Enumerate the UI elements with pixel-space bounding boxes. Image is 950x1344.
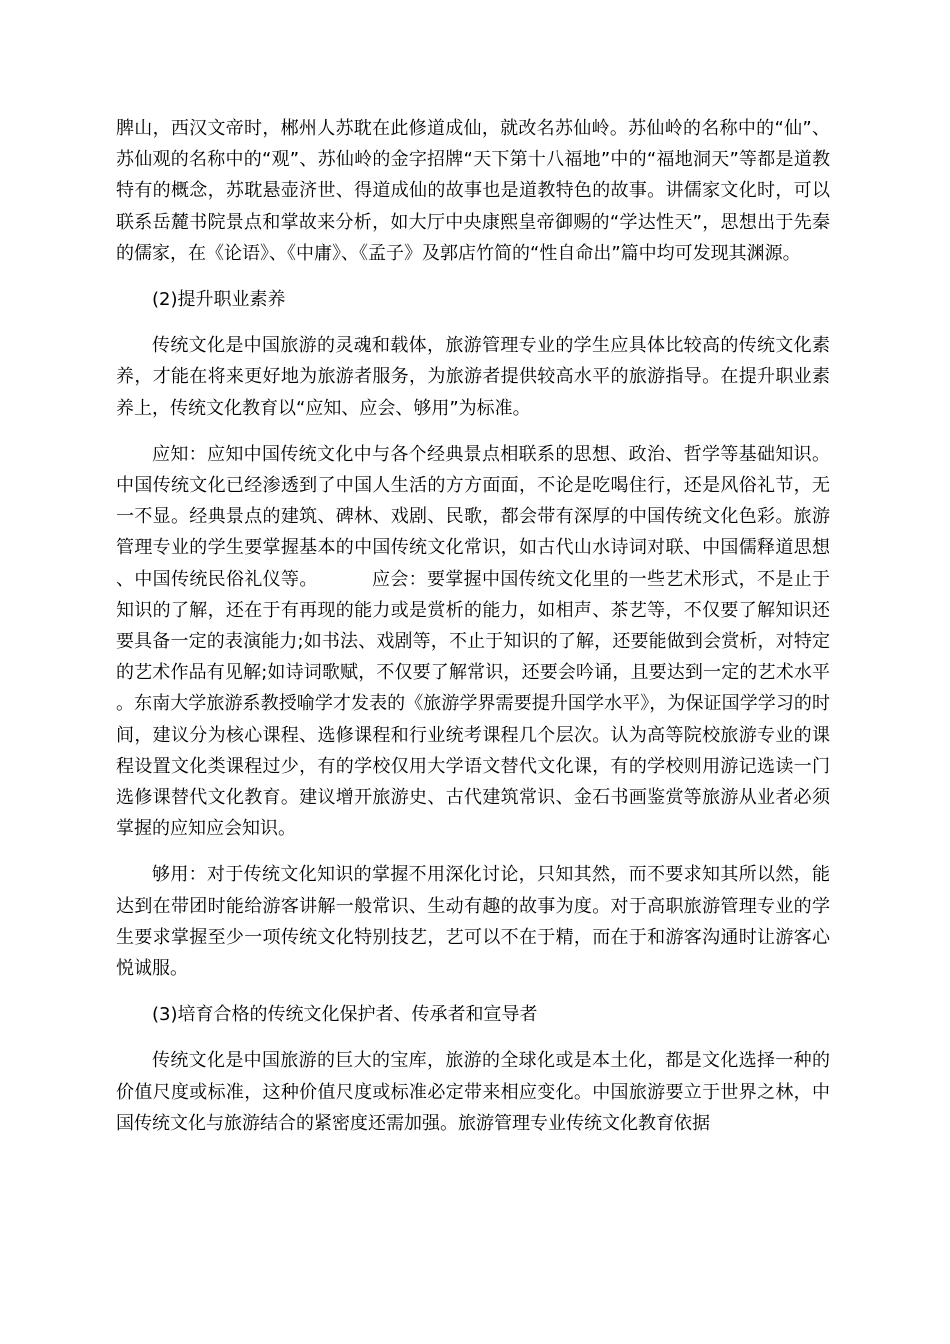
document-body	[116, 113, 830, 1154]
section-heading-cultivate-protectors: (3)培育合格的传统文化保护者、传承者和宣导者	[152, 1004, 538, 1026]
paragraph-should-know: 应知：应知中国传统文化中与各个经典景点相联系的思想、政治、哲学等基础知识。中国传统文化已经渗透到了中国人生活的方方面面，不论是吃喝住行，还是风俗礼节，无一不显。经典景点的建筑、碑林、戏剧、民歌，都会带有深厚的中国传统文化色彩。旅游管理专业的学生要掌握基本的中国传统文化常识，如古代山水诗词对联、中国儒释道思想、中国传统民俗礼仪等。	[116, 443, 830, 590]
section-heading-professional-quality: (2)提升职业素养	[152, 289, 286, 311]
paragraph-treasure-house: 传统文化是中国旅游的巨大的宝库，旅游的全球化或是本土化，都是文化选择一种的价值尺度或标准，这种价值尺度或标准必定带来相应变化。中国旅游要立于世界之林，中国传统文化与旅游结合的紧密度还需加强。旅游管理专业传统文化教育依据	[116, 1050, 830, 1134]
paragraph-sufficient: 够用：对于传统文化知识的掌握不用深化讨论，只知其然，而不要求知其所以然，能达到在带团时能给游客讲解一般常识、生动有趣的故事为度。对于高职旅游管理专业的学生要求掌握至少一项传统文化特别技艺，艺可以不在于精，而在于和游客沟通时让游客心悦诚服。	[116, 864, 830, 980]
paragraph-should-do: 应会：要掌握中国传统文化里的一些艺术形式，不是止于知识的了解，还在于有再现的能力或是赏析的能力，如相声、茶艺等，不仅要了解知识还要具备一定的表演能力;如书法、戏剧等，不止于知识的了解，还要能做到会赏析，对特定的艺术作品有见解;如诗词歌赋，不仅要了解常识，还要会吟诵，且要达到一定的艺术水平。东南大学旅游系教授喻学才发表的《旅游学界需要提升国学水平》，为保证国学学习的时间，建议分为核心课程、选修课程和行业统考课程几个层次。认为高等院校旅游专业的课程设置文化类课程过少，有的学校仅用大学语文替代文化课，有的学校则用游记选读一门选修课替代文化教育。建议增开旅游史、古代建筑常识、金石书画鉴赏等旅游从业者必须掌握的应知应会知识。	[116, 568, 831, 840]
paragraph-should-know-should-do	[116, 439, 830, 845]
paragraph-su-xian-ling: 脾山，西汉文帝时，郴州人苏耽在此修道成仙，就改名苏仙岭。苏仙岭的名称中的“仙”、苏仙观的名称中的“观”、苏仙岭的金字招牌“天下第十八福地”中的“福地洞天”等都是道教特有的概念，苏耽悬壶济世、得道成仙的故事也是道教特色的故事。讲儒家文化时，可以联系岳麓书院景点和掌故来分析，如大厅中央康熙皇帝御赐的“学达性天”，思想出于先秦的儒家，在《论语》、《中庸》、《孟子》及郭店竹简的“性自命出”篇中均可发现其渊源。	[116, 118, 830, 264]
paragraph-traditional-culture-soul: 传统文化是中国旅游的灵魂和载体，旅游管理专业的学生应具体比较高的传统文化素养，才能在将来更好地为旅游者服务，为旅游者提供较高水平的旅游指导。在提升职业素养上，传统文化教育以“应知、应会、够用”为标准。	[116, 335, 830, 419]
